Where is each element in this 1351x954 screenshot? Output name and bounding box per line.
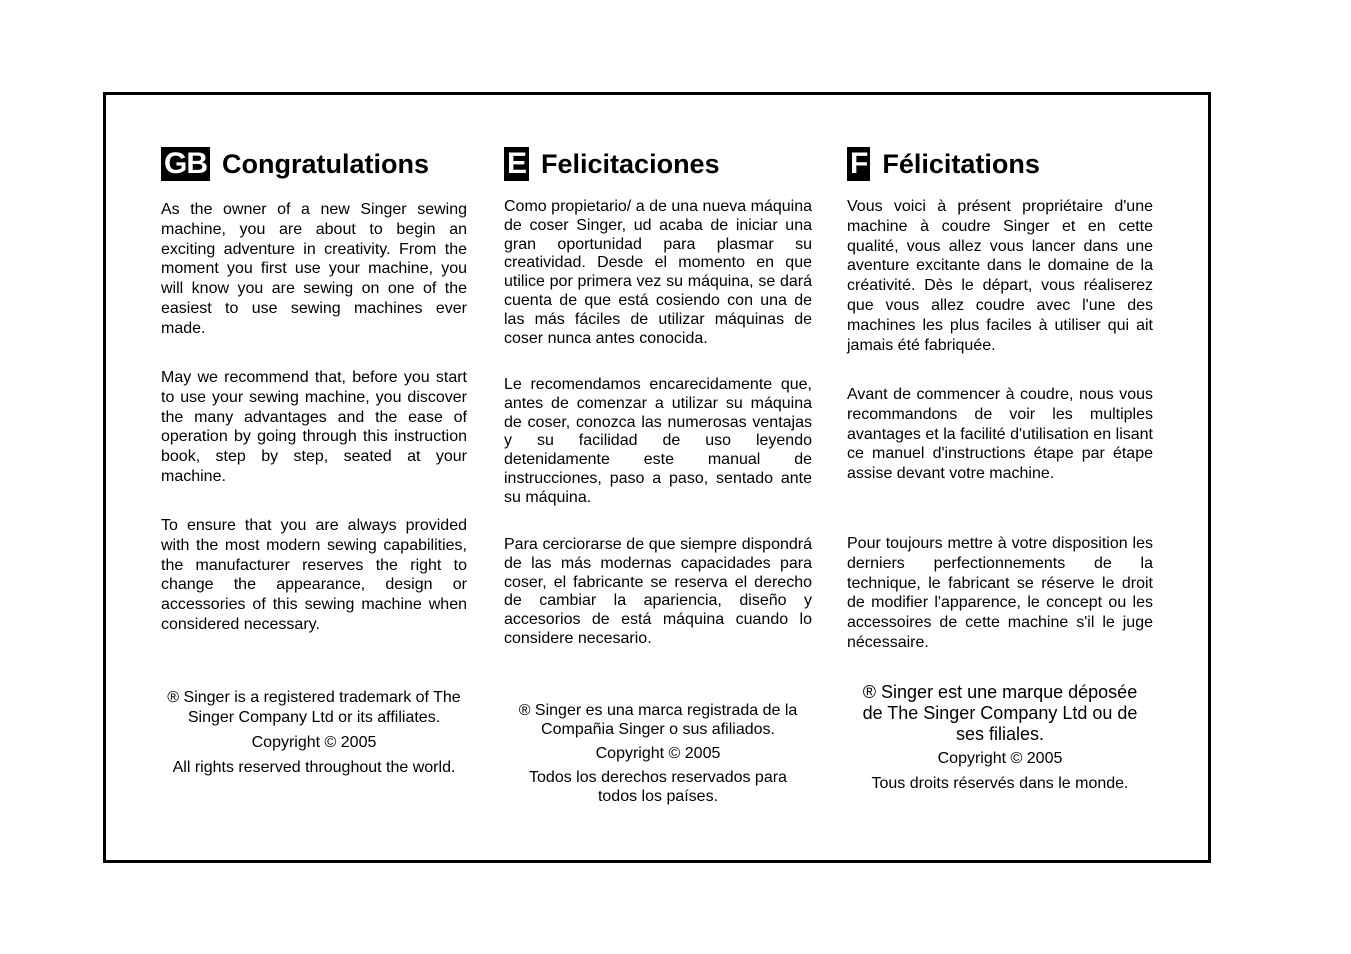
section-heading bbox=[161, 147, 429, 181]
footer-notice bbox=[847, 682, 1153, 794]
trademark-note: ® Singer es una marca registrada de la Compañia Singer o sus afiliados. bbox=[518, 702, 798, 738]
trademark-note: ® Singer est une marque déposée de The Singer Company Ltd ou de ses filiales. bbox=[862, 682, 1138, 744]
rights-note: Todos los derechos reservados para todos los países. bbox=[529, 769, 787, 805]
copyright-note: Copyright © 2005 bbox=[937, 750, 1063, 767]
language-badge: GB bbox=[161, 147, 210, 181]
rights-note: Tous droits réservés dans le monde. bbox=[871, 775, 1129, 792]
paragraph-1: As the owner of a new Singer sewing machine, you are about to begin an exciting adventure in creativity. From the moment you first use your machine, you will know you are sewing on one of the easiest to use sewing machines ever made. bbox=[161, 201, 467, 337]
copyright-note: Copyright © 2005 bbox=[595, 745, 721, 762]
paragraph-2: Avant de commencer à coudre, nous vous recommandons de voir les multiples avantages et la facilité d'utilisation en lisant ce manuel d'instructions étape par étape assise devant votre machine. bbox=[847, 386, 1153, 483]
copyright-note: Copyright © 2005 bbox=[251, 734, 377, 751]
rights-note: All rights reserved throughout the world. bbox=[172, 759, 456, 776]
trademark-note: ® Singer is a registered trademark of The Singer Company Ltd or its affiliates. bbox=[167, 689, 461, 726]
paragraph-3: Pour toujours mettre à votre disposition les derniers perfectionnements de la technique, le fabricant se réserve le droit de modifier l'apparence, le concept ou les accessoires de cette machine s'il le juge nécessaire. bbox=[847, 535, 1153, 651]
page-frame bbox=[103, 92, 1211, 863]
paragraph-3: Para cerciorarse de que siempre dispondrá de las más modernas capacidades para coser, el fabricante se reserva el derecho de cambiar la apariencia, diseño y accesorios de está máquina cuando lo considere necesario. bbox=[504, 536, 812, 647]
paragraph-2: May we recommend that, before you start to use your sewing machine, you discover the many advantages and the ease of operation by going through this instruction book, step by step, seated at your machine. bbox=[161, 369, 467, 485]
language-badge: F bbox=[847, 147, 870, 181]
paragraph-1: Vous voici à présent propriétaire d'une machine à coudre Singer et en cette qualité, vous allez vous lancer dans une aventure excitante dans le domaine de la créativité. Dès le départ, vous réaliserez que vous allez coudre avec l'une des machines les plus faciles à utiliser qui ait jamais été fabriquée. bbox=[847, 198, 1153, 354]
section-heading bbox=[847, 147, 1040, 181]
paragraph-1: Como propietario/ a de una nueva máquina de coser Singer, ud acaba de iniciar una gran oportunidad para plasmar su creatividad. Desde el momento en que utilice por primera vez su máquina, se dará cuenta de que está cosiendo con una de las más fáciles de utilizar máquinas de coser nunca antes conocida. bbox=[504, 198, 812, 347]
footer-notice bbox=[161, 688, 467, 778]
paragraph-2: Le recomendamos encarecidamente que, antes de comenzar a utilizar su máquina de coser, conozca las numerosas ventajas y su facilidad de uso leyendo detenidamente este manual de instrucciones, paso a paso, sentado ante su máquina. bbox=[504, 376, 812, 506]
section-title: Félicitations bbox=[882, 148, 1040, 179]
section-heading bbox=[504, 147, 720, 181]
footer-notice bbox=[504, 701, 812, 806]
section-title: Congratulations bbox=[222, 148, 429, 179]
section-title: Felicitaciones bbox=[541, 148, 720, 179]
paragraph-3: To ensure that you are always provided with the most modern sewing capabilities, the manufacturer reserves the right to change the appearance, design or accessories of this sewing machine when considered necessary. bbox=[161, 517, 467, 633]
language-badge: E bbox=[504, 147, 529, 181]
